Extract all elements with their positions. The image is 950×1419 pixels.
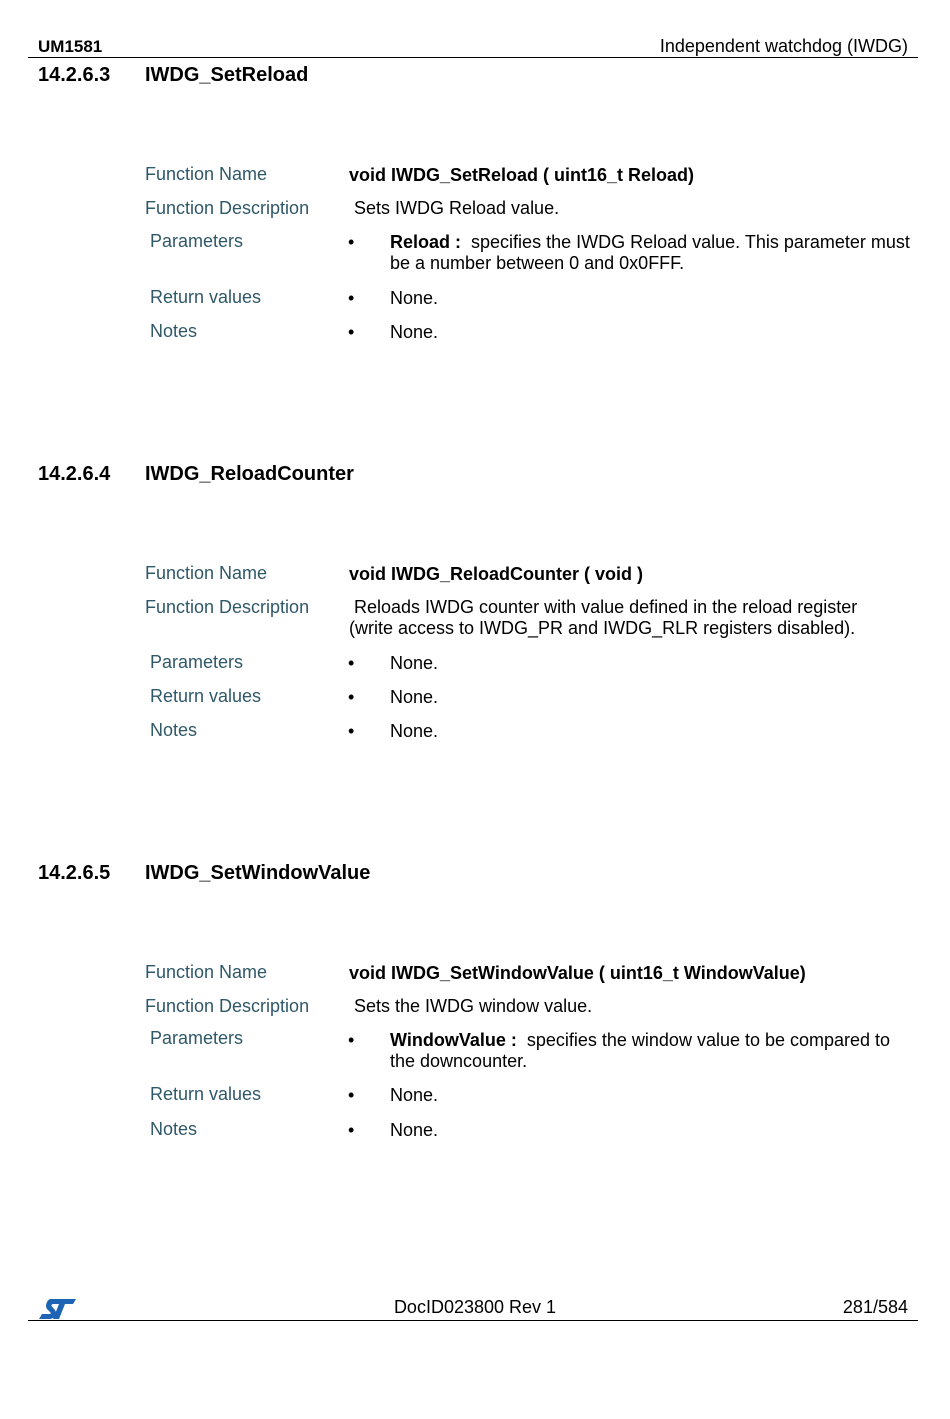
label-notes: Notes — [150, 720, 198, 740]
label-return-values: Return values — [150, 686, 262, 706]
label-return-values: Return values — [150, 287, 262, 307]
label-notes: Notes — [150, 1119, 198, 1139]
footer-doc-revision: DocID023800 Rev 1 — [393, 1297, 557, 1317]
bullet: • — [348, 1120, 355, 1140]
return-values-text: None. — [390, 687, 439, 707]
notes-text: None. — [390, 721, 439, 741]
parameter-name: Reload : — [390, 232, 462, 252]
header-doc-id: UM1581 — [38, 37, 103, 56]
bullet: • — [348, 721, 355, 741]
label-parameters: Parameters — [150, 231, 244, 251]
label-notes: Notes — [150, 321, 198, 341]
parameters-text: None. — [390, 653, 439, 673]
section-number: 14.2.6.3 — [38, 64, 111, 86]
function-description: Sets the IWDG window value. — [354, 996, 593, 1016]
function-signature: void IWDG_ReloadCounter ( void ) — [349, 564, 644, 584]
section-title: IWDG_ReloadCounter — [145, 463, 354, 485]
parameter-description — [390, 232, 915, 274]
bullet: • — [348, 687, 355, 707]
section-title: IWDG_SetWindowValue — [145, 862, 371, 884]
header-chapter-title: Independent watchdog (IWDG) — [659, 36, 908, 56]
footer-page-number: 281/584 — [842, 1297, 908, 1317]
return-values-text: None. — [390, 1085, 439, 1105]
bullet: • — [348, 653, 355, 673]
section-number: 14.2.6.4 — [38, 463, 111, 485]
parameter-text: specifies the IWDG Reload value. This parameter must be a number between 0 and 0x0FFF. — [390, 232, 910, 273]
label-return-values: Return values — [150, 1084, 262, 1104]
label-function-name: Function Name — [145, 962, 268, 982]
notes-text: None. — [390, 1120, 439, 1140]
parameter-name: WindowValue : — [390, 1030, 517, 1050]
function-signature: void IWDG_SetWindowValue ( uint16_t WindowValue) — [349, 963, 806, 983]
function-description-line-2: (write access to IWDG_PR and IWDG_RLR registers disabled). — [349, 618, 856, 638]
label-function-description: Function Description — [145, 597, 310, 617]
label-function-description: Function Description — [145, 198, 310, 218]
section-number: 14.2.6.5 — [38, 862, 111, 884]
bullet: • — [348, 1085, 355, 1105]
function-signature: void IWDG_SetReload ( uint16_t Reload) — [349, 165, 695, 185]
label-function-description: Function Description — [145, 996, 310, 1016]
notes-text: None. — [390, 322, 439, 342]
function-description-line-1: Reloads IWDG counter with value defined in the reload register — [354, 597, 858, 617]
label-function-name: Function Name — [145, 164, 268, 184]
function-description: Sets IWDG Reload value. — [354, 198, 560, 218]
bullet: • — [348, 232, 355, 252]
footer-divider — [28, 1320, 918, 1321]
parameter-text: specifies the window value to be compared to the downcounter. — [390, 1030, 891, 1071]
bullet: • — [348, 322, 355, 342]
label-function-name: Function Name — [145, 563, 268, 583]
return-values-text: None. — [390, 288, 439, 308]
header-divider — [28, 57, 918, 58]
parameter-description — [390, 1030, 915, 1072]
label-parameters: Parameters — [150, 1028, 244, 1048]
bullet: • — [348, 288, 355, 308]
section-title: IWDG_SetReload — [145, 64, 309, 86]
label-parameters: Parameters — [150, 652, 244, 672]
bullet: • — [348, 1030, 355, 1050]
